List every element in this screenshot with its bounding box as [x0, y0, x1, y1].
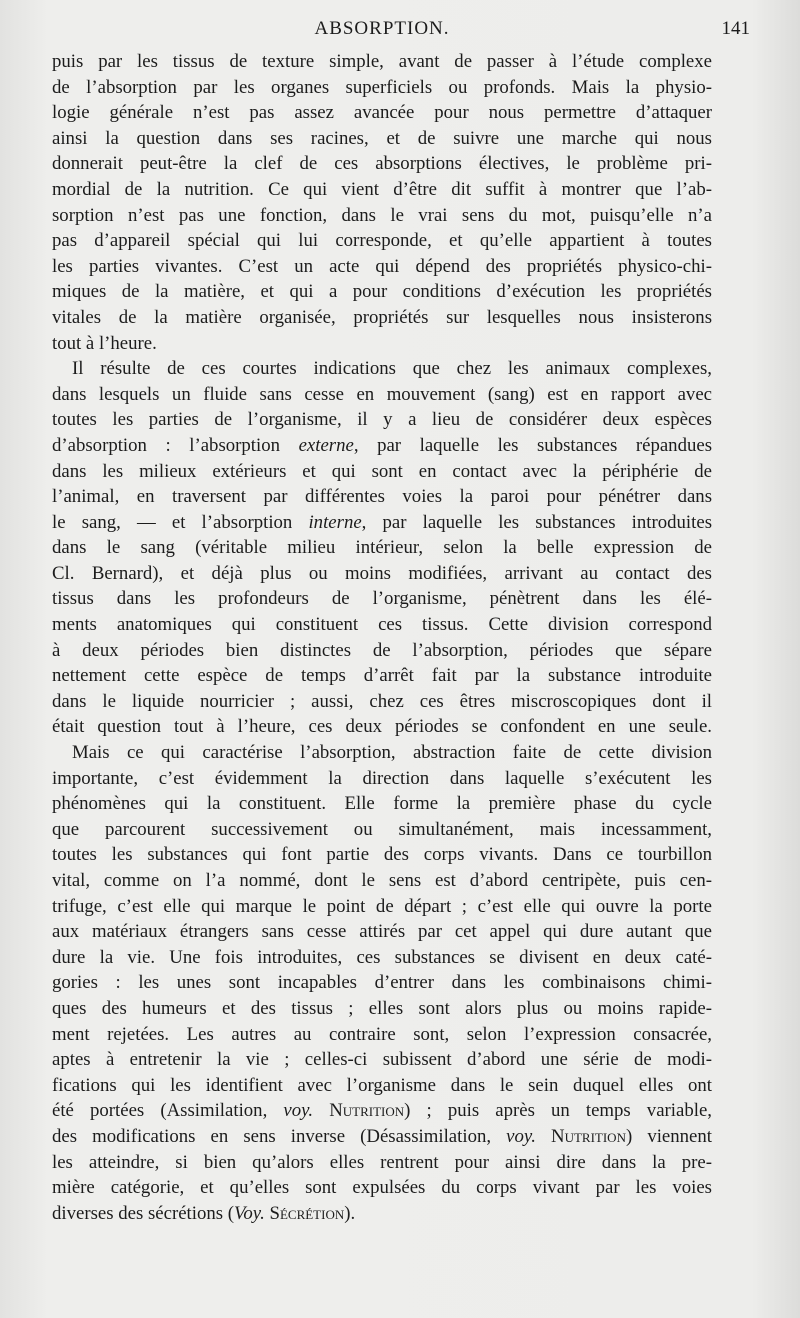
text-line: fications qui les identifient avec l’organisme dans le sein duquel elles ont	[52, 1074, 712, 1096]
text-line: ques des humeurs et des tissus ; elles sont alors plus ou moins rapide-	[52, 997, 712, 1019]
text-line: Mais ce qui caractérise l’absorption, abstraction faite de cette division	[72, 742, 712, 764]
text-line: le sang, — et l’absorption interne, par laquelle les substances introduites	[52, 511, 712, 533]
text-line: dans le sang (véritable milieu intérieur, selon la belle expression de	[52, 537, 712, 559]
text-line: importante, c’est évidemment la direction dans laquelle s’exécutent les	[52, 767, 712, 789]
text-line: phénomènes qui la constituent. Elle forme la première phase du cycle	[52, 793, 712, 815]
paragraph	[52, 49, 712, 356]
text-line: était question tout à l’heure, ces deux périodes se confondent en une seule.	[52, 716, 712, 738]
text-line: de l’absorption par les organes superficiels ou profonds. Mais la physio-	[52, 76, 712, 98]
text-line: dans lesquels un fluide sans cesse en mouvement (sang) est en rapport avec	[52, 383, 712, 405]
text-line: ment rejetées. Les autres au contraire sont, selon l’expression consacrée,	[52, 1023, 712, 1045]
text-line: vitales de la matière organisée, propriétés sur lesquelles nous insisterons	[52, 306, 712, 328]
text-line: à deux périodes bien distinctes de l’absorption, périodes que sépare	[52, 639, 712, 661]
text-line: tout à l’heure.	[52, 332, 157, 354]
paragraph	[52, 356, 712, 740]
italic-term: interne	[308, 511, 362, 533]
text-line: donnerait peut-être la clef de ces absorptions électives, le problème pri-	[52, 153, 712, 175]
cross-reference: Nutrition	[551, 1125, 626, 1147]
text-line: Il résulte de ces courtes indications que chez les animaux complexes,	[72, 358, 712, 380]
text-line: toutes les substances qui font partie des corps vivants. Dans ce tourbillon	[52, 844, 712, 866]
paragraph	[52, 740, 712, 1226]
text-line: Cl. Bernard), et déjà plus ou moins modifiées, arrivant au contact des	[52, 562, 712, 584]
text-line: miques de la matière, et qui a pour conditions d’exécution les propriétés	[52, 281, 712, 303]
text-line: diverses des sécrétions (Voy. Sécrétion).	[52, 1202, 356, 1224]
running-head	[52, 18, 750, 44]
text-line: nettement cette espèce de temps d’arrêt fait par la substance introduite	[52, 665, 712, 687]
italic-term: externe	[298, 434, 354, 456]
text-line: toutes les parties de l’organisme, il y a lieu de considérer deux espèces	[52, 409, 712, 431]
text-line: que parcourent successivement ou simultanément, mais incessamment,	[52, 818, 712, 840]
text-line: l’animal, en traversent par différentes voies la paroi pour pénétrer dans	[52, 486, 712, 508]
italic-term: Voy.	[234, 1202, 265, 1224]
text-line: mière catégorie, et qu’elles sont expulsées du corps vivant par les voies	[52, 1177, 712, 1199]
cross-reference: Sécrétion	[269, 1202, 345, 1224]
text-line: aux matériaux étrangers sans cesse attirés par cet appel qui dure autant que	[52, 921, 712, 943]
cross-reference: Nutrition	[329, 1100, 405, 1122]
text-line: mordial de la nutrition. Ce qui vient d’être dit suffit à montrer que l’ab-	[52, 178, 712, 200]
text-line: trifuge, c’est elle qui marque le point de départ ; c’est elle qui ouvre la porte	[52, 895, 712, 917]
text-line: logie générale n’est pas assez avancée pour nous permettre d’attaquer	[52, 102, 712, 124]
text-line: d’absorption : l’absorption externe, par laquelle les substances répandues	[52, 434, 712, 456]
text-line: pas d’appareil spécial qui lui corresponde, et qu’elle appartient à toutes	[52, 230, 712, 252]
text-line: ments anatomiques qui constituent ces tissus. Cette division correspond	[52, 614, 712, 636]
text-line: des modifications en sens inverse (Désassimilation, voy. Nutrition) viennent	[52, 1125, 712, 1147]
text-line: gories : les unes sont incapables d’entrer dans les combinaisons chimi-	[52, 972, 712, 994]
text-line: vital, comme on l’a nommé, dont le sens est d’abord centripète, puis cen-	[52, 870, 712, 891]
italic-term: voy.	[506, 1125, 536, 1147]
text-line: dans les milieux extérieurs et qui sont en contact avec la périphérie de	[52, 460, 712, 482]
text-line: sorption n’est pas une fonction, dans le vrai sens du mot, puisqu’elle n’a	[52, 204, 712, 226]
text-line: dans le liquide nourricier ; aussi, chez ces êtres miscroscopiques dont il	[52, 690, 712, 712]
running-title: ABSORPTION.	[314, 18, 450, 39]
text-line: les parties vivantes. C’est un acte qui dépend des propriétés physico-chi-	[52, 255, 712, 277]
italic-term: voy.	[283, 1100, 314, 1122]
page-number: 141	[721, 18, 750, 39]
text-line: tissus dans les profondeurs de l’organisme, pénètrent dans les élé-	[52, 588, 712, 610]
body-text	[52, 49, 712, 1226]
text-line: puis par les tissus de texture simple, avant de passer à l’étude complexe	[52, 51, 712, 72]
text-line: ainsi la question dans ses racines, et de suivre une marche qui nous	[52, 127, 712, 149]
text-line: aptes à entretenir la vie ; celles-ci subissent d’abord une série de modi-	[52, 1049, 712, 1071]
text-line: dure la vie. Une fois introduites, ces substances se divisent en deux caté-	[52, 946, 712, 968]
text-line: les atteindre, si bien qu’alors elles rentrent pour ainsi dire dans la pre-	[52, 1151, 712, 1173]
text-line: été portées (Assimilation, voy. Nutrition) ; puis après un temps variable,	[52, 1100, 712, 1122]
